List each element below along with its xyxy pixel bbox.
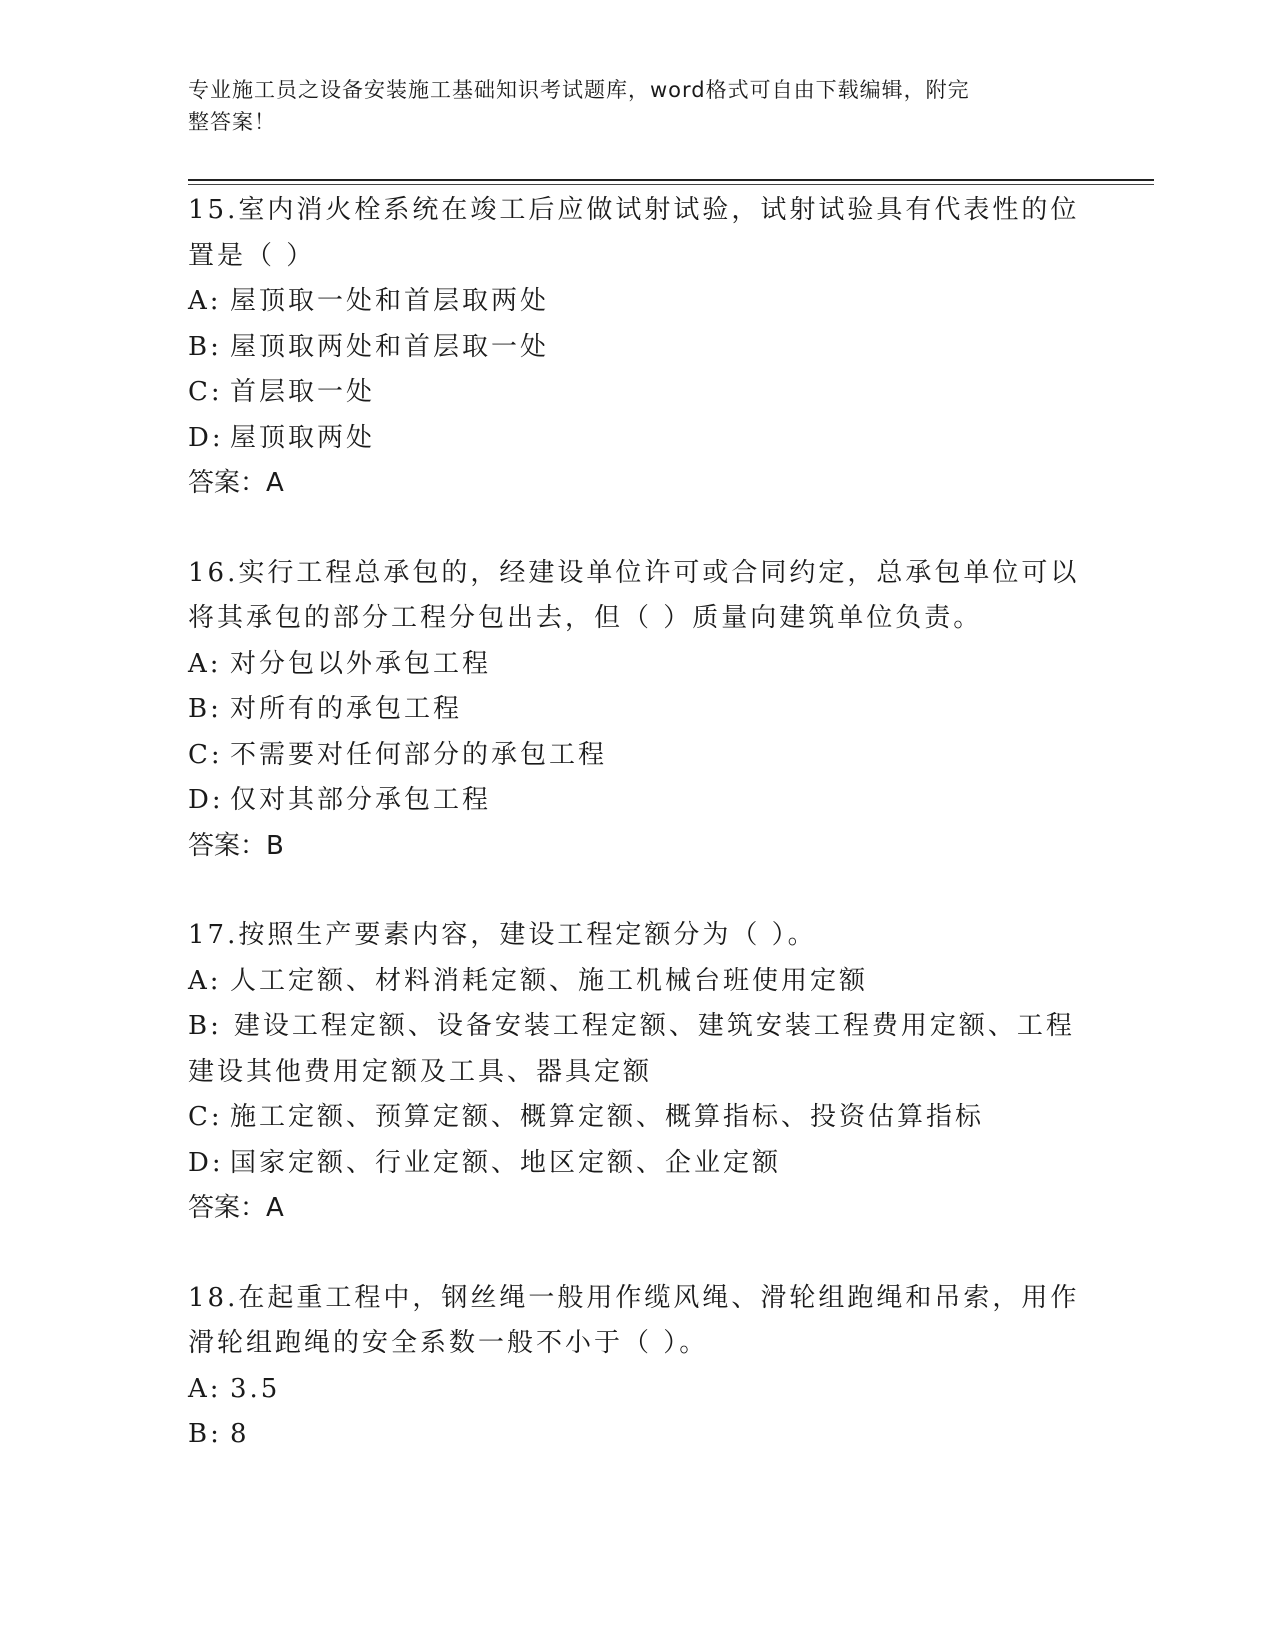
header-divider-thin bbox=[188, 184, 1154, 185]
option-b bbox=[188, 1412, 1088, 1458]
question-text: 17.按照生产要素内容，建设工程定额分为（ ）。 bbox=[188, 920, 817, 950]
answer-value: A bbox=[266, 468, 284, 498]
question-17 bbox=[188, 913, 1088, 1232]
option-c bbox=[188, 733, 1088, 779]
question-text: 18.在起重工程中，钢丝绳一般用作缆风绳、滑轮组跑绳和吊索，用作 bbox=[188, 1282, 1080, 1313]
option-letter: C: bbox=[188, 1102, 223, 1132]
answer-value: B bbox=[266, 830, 284, 861]
option-text: 建设工程定额、设备安装工程定额、建筑安装工程费用定额、工程 bbox=[233, 1011, 1075, 1041]
option-b bbox=[188, 325, 1088, 371]
answer-line bbox=[188, 461, 1088, 507]
option-text: 施工定额、预算定额、概算定额、概算指标、投资估算指标 bbox=[230, 1102, 985, 1132]
option-letter: B: bbox=[188, 1419, 222, 1449]
option-text: 首层取一处 bbox=[230, 377, 376, 407]
question-spacer bbox=[188, 507, 1088, 551]
question-spacer bbox=[188, 869, 1088, 913]
option-letter: A: bbox=[188, 286, 222, 316]
question-spacer bbox=[188, 1232, 1088, 1276]
header-line-1: 专业施工员之设备安装施工基础知识考试题库，word格式可自由下载编辑，附完 bbox=[188, 78, 970, 102]
question-text-continued: 将其承包的部分工程分包出去，但（ ）质量向建筑单位负责。 bbox=[188, 603, 983, 633]
option-text-continued: 建设其他费用定额及工具、器具定额 bbox=[188, 1056, 653, 1087]
option-text: 对所有的承包工程 bbox=[230, 694, 463, 724]
option-letter: B: bbox=[188, 694, 222, 724]
option-letter: B: bbox=[188, 331, 222, 362]
option-text: 人工定额、材料消耗定额、施工机械台班使用定额 bbox=[230, 965, 869, 996]
option-letter: A: bbox=[188, 965, 222, 996]
option-text: 屋顶取两处 bbox=[230, 422, 376, 453]
question-text-continued: 置是（ ） bbox=[188, 240, 316, 271]
question-text: 16.实行工程总承包的，经建设单位许可或合同约定，总承包单位可以 bbox=[188, 557, 1080, 588]
answer-label: 答案： bbox=[188, 468, 267, 498]
answer-value: A bbox=[266, 1193, 284, 1223]
option-letter: C: bbox=[188, 739, 223, 770]
answer-label: 答案： bbox=[188, 830, 267, 861]
option-letter: A: bbox=[188, 648, 222, 679]
document-header bbox=[188, 74, 1068, 138]
option-text: 不需要对任何部分的承包工程 bbox=[230, 739, 608, 770]
option-text: 屋顶取一处和首层取两处 bbox=[230, 286, 550, 316]
option-c bbox=[188, 370, 1088, 416]
option-text: 屋顶取两处和首层取一处 bbox=[230, 331, 550, 362]
option-letter: D: bbox=[188, 1147, 224, 1178]
option-a bbox=[188, 959, 1088, 1005]
option-text: 国家定额、行业定额、地区定额、企业定额 bbox=[230, 1147, 782, 1178]
header-line-2: 整答案！ bbox=[188, 110, 276, 134]
option-c bbox=[188, 1095, 1088, 1141]
question-18 bbox=[188, 1276, 1088, 1458]
option-d bbox=[188, 1141, 1088, 1187]
option-letter: C: bbox=[188, 377, 223, 407]
question-15 bbox=[188, 188, 1088, 507]
option-b bbox=[188, 687, 1088, 733]
question-16 bbox=[188, 551, 1088, 870]
option-a bbox=[188, 279, 1088, 325]
option-a bbox=[188, 642, 1088, 688]
option-text: 3.5 bbox=[230, 1373, 281, 1404]
option-text: 仅对其部分承包工程 bbox=[230, 785, 492, 815]
option-letter: D: bbox=[188, 422, 224, 453]
option-a bbox=[188, 1367, 1088, 1413]
option-d bbox=[188, 778, 1088, 824]
answer-line bbox=[188, 1186, 1088, 1232]
option-letter: D: bbox=[188, 785, 224, 815]
question-text: 15.室内消火栓系统在竣工后应做试射试验，试射试验具有代表性的位 bbox=[188, 195, 1080, 225]
option-text: 8 bbox=[230, 1419, 250, 1449]
option-b bbox=[188, 1004, 1088, 1095]
option-text: 对分包以外承包工程 bbox=[230, 648, 492, 679]
answer-label: 答案： bbox=[188, 1193, 267, 1223]
question-list bbox=[188, 188, 1088, 1458]
answer-line bbox=[188, 824, 1088, 870]
option-letter: A: bbox=[188, 1373, 222, 1404]
header-divider-thick bbox=[188, 179, 1154, 181]
option-letter: B: bbox=[188, 1011, 222, 1041]
option-d bbox=[188, 416, 1088, 462]
question-text-continued: 滑轮组跑绳的安全系数一般不小于（ ）。 bbox=[188, 1328, 709, 1358]
